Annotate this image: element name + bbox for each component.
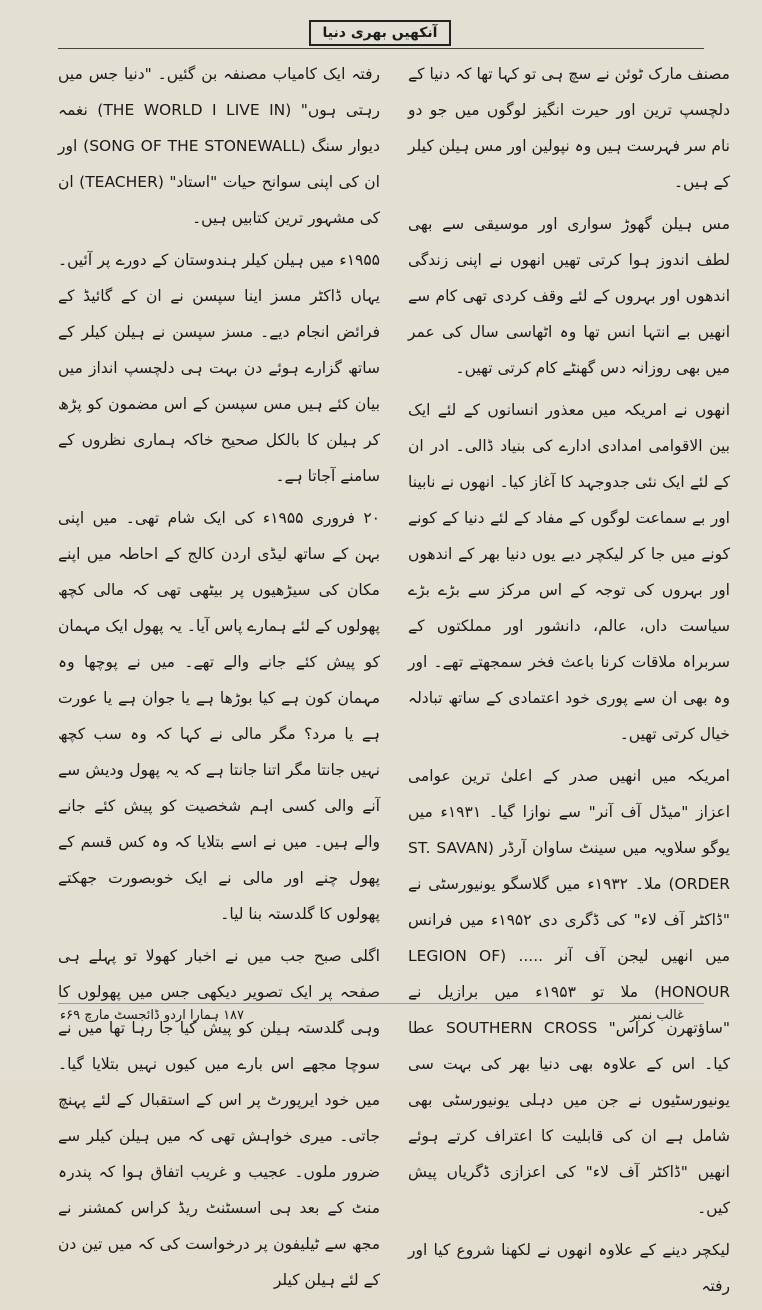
section-title: آنکھیں بھری دنیا [322,25,438,41]
footer-rule [58,1003,704,1004]
header-rule [58,48,704,49]
paragraph: لیکچر دینے کے علاوہ انھوں نے لکھنا شروع کیا اور رفتہ [408,1241,730,1295]
paragraph: مس ہیلن گھوڑ سواری اور موسیقی سے بھی لطف اندوز ہوا کرتی تھیں انھوں نے اپنی زندگی اندھوں اور بہروں کے لئے وقف کردی تھی کام سے انھیں بے انتہا انس تھا وہ اٹھاسی سال کی عمر میں بھی روزانہ دس گھنٹے کام کرتی تھیں۔ [408,215,730,377]
paragraph: ۱۹۵۵ء میں ہیلن کیلر ہندوستان کے دورے پر آئیں۔ یہاں ڈاکٹر مسز اینا سپسن نے ان کے گائیڈ کے فرائض انجام دیے۔ مسز سپسن نے ہیلن کیلر کے ساتھ گزارے ہوئے دن بہت ہی دلچسپ انداز میں بیان کئے ہیں مس سپسن کے اس مضمون کو پڑھ کر ہیلن کا بالکل صحیح خاکہ ہماری نظروں کے سامنے آجاتا ہے۔ [58,251,380,485]
section-header [309,20,451,46]
paragraph: انھوں نے امریکہ میں معذور انسانوں کے لئے ایک بین الاقوامی امدادی ادارے کی بنیاد ڈالی۔ ادر ان کے لئے ایک نئی جدوجہد کا آغاز کیا۔ انھوں نے نابینا اور بے سماعت لوگوں کے مفاد کے لئے دنیا کے کونے کونے میں جا کر لیکچر دیے یوں دنیا بھر کے اندھوں اور بہروں کی توجہ کے اس مرکز سے بڑے بڑے سیاست داں، عالم، دانشور اور مملکتوں کے سربراہ ملاقات کرنا باعث فخر سمجھتے تھے۔ اور وہ بھی ان سے پوری خود اعتمادی کے ساتھ تبادلہ خیال کرتی تھیں۔ [408,401,730,743]
paragraph: اگلی صبح جب میں نے اخبار کھولا تو پہلے ہی صفحہ پر ایک تصویر دیکھی جس میں پھولوں کا وہی گلدستہ ہیلن کو پیش کیا جا رہا تھا میں نے سوچا مجھے اس بارے میں کیوں نہیں بتلایا گیا۔ میں خود ایرپورٹ پر اس کے استقبال کے لئے پہنچ جاتی۔ میری خواہش تھی کہ میں ہیلن کیلر سے ضرور ملوں۔ عجیب و غریب اتفاق ہوا کہ پندرہ منٹ کے بعد ہی اسسٹنٹ ریڈ کراس کمشنر نے مجھ سے ٹیلیفون پر درخواست کی کہ میں تین دن کے لئے ہیلن کیلر [58,947,380,1289]
left-column [58,56,380,1304]
paragraph: رفتہ ایک کامیاب مصنفہ بن گئیں۔ "دنیا جس میں رہتی ہوں" (THE WORLD I LIVE IN) نغمہ دیوار سنگ (SONG OF THE STONEWALL) اور ان کی اپنی سوانح حیات "استاد" (TEACHER) ان کی مشہور ترین کتابیں ہیں۔ [58,65,380,227]
paragraph: مصنف مارک ٹوئن نے سچ ہی تو کہا تھا کہ دنیا کے دلچسپ ترین اور حیرت انگیز لوگوں میں جو دو نام سر فہرست ہیں وہ نپولین اور مس ہیلن کیلر کے ہیں۔ [408,65,730,191]
footer-page-info: ۱۸۷ ہمارا اردو ڈائجسٹ مارچ ۶۹ء [60,1008,245,1023]
paragraph: ۲۰ فروری ۱۹۵۵ء کی ایک شام تھی۔ میں اپنی بہن کے ساتھ لیڈی اردن کالج کے احاطہ میں اپنے مکان کی سیڑھیوں پر بیٹھی تھی کہ مالی کچھ پھولوں کے لئے ہمارے پاس آیا۔ یہ پھول ایک مہمان کو پیش کئے جانے والے تھے۔ میں نے پوچھا وہ مہمان کون ہے کیا بوڑھا ہے یا جوان ہے یا عورت ہے یا مرد؟ مگر مالی نے کہا کہ وہ سب کچھ نہیں جانتا مگر اتنا جانتا ہے کہ یہ پھول ودیش سے آنے والی کسی اہم شخصیت کو پیش کئے جانے والے ہیں۔ میں نے اسے بتلایا کہ وہ کس قسم کے پھول چنے اور مالی نے ایک خوبصورت جھکتے پھولوں کا گلدستہ بنا لیا۔ [58,509,380,923]
right-column [408,56,730,1310]
footer-issue-title: غالب نمبر [630,1008,684,1023]
paragraph: امریکہ میں انھیں صدر کے اعلیٰ ترین عوامی اعزاز "میڈل آف آنر" سے نوازا گیا۔ ۱۹۳۱ء میں یوگو سلاویہ میں سینٹ ساوان آرڈر (ST. SAVAN ORDER) ملا۔ ۱۹۳۲ء میں گلاسگو یونیورسٹی نے "ڈاکٹر آف لاء" کی ڈگری دی ۱۹۵۲ء میں فرانس میں انھیں لیجن آف آنر ..... (LEGION OF HONOUR) ملا تو ۱۹۵۳ء میں برازیل نے "ساؤتھرن کراس" SOUTHERN CROSS عطا کیا۔ اس کے علاوہ بھی دنیا بھر کی بہت سی یونیورسٹیوں نے جن میں دہلی یونیورسٹی بھی شامل ہے ان کی قابلیت کا اعتراف کرتے ہوئے انھیں "ڈاکٹر آف لاء" کی اعزازی ڈگریاں پیش کیں۔ [408,767,731,1217]
